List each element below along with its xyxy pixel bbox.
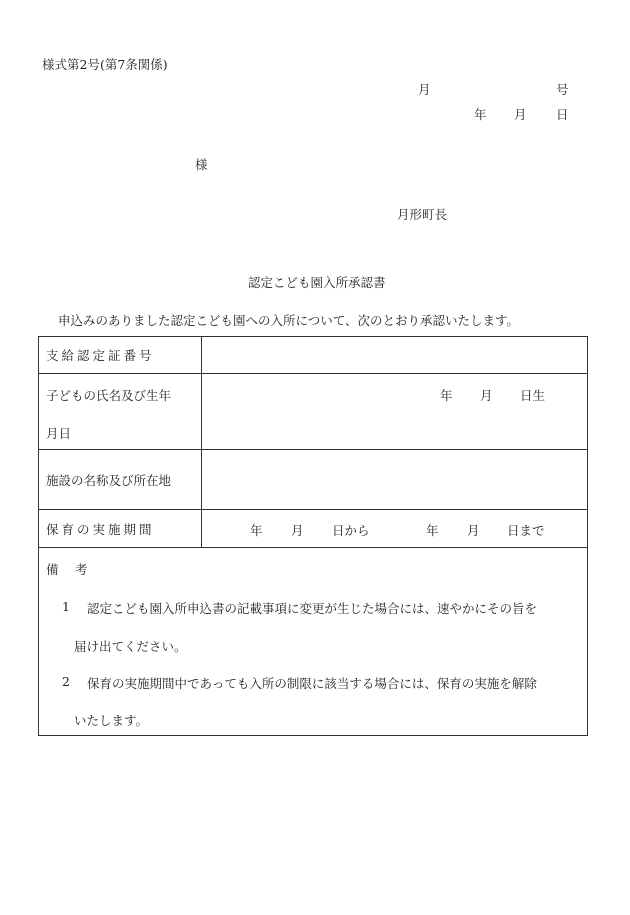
number-label: 号 <box>556 82 569 97</box>
birth-year-label: 年 <box>440 388 453 403</box>
care-period-label: 保育の実施期間 <box>39 510 202 548</box>
period-from-year: 年 <box>250 523 263 538</box>
period-to-month: 月 <box>467 523 480 538</box>
table-row <box>39 337 588 374</box>
period-from-month: 月 <box>291 523 304 538</box>
date-year-label: 年 <box>474 107 487 122</box>
child-name-label-line1: 子どもの氏名及び生年 <box>46 388 172 403</box>
note1-line2: 届け出てください。 <box>74 639 187 654</box>
remarks-cell <box>39 548 588 736</box>
table-row <box>39 374 588 450</box>
child-name-label-line2: 月日 <box>46 426 72 441</box>
note2-line2: いたします。 <box>74 713 149 728</box>
note2-line1: 保育の実施期間中であっても入所の制限に該当する場合には、保育の実施を解除 <box>87 676 537 691</box>
remarks-label: 備 考 <box>46 562 90 577</box>
intro-text: 申込みのありました認定こども園への入所について、次のとおり承認いたします。 <box>58 313 520 328</box>
date-month-label: 月 <box>514 107 527 122</box>
facility-label: 施設の名称及び所在地 <box>39 450 202 510</box>
child-name-birthdate-cell <box>202 374 588 450</box>
facility-cell <box>202 450 588 510</box>
issuer-name: 月形町長 <box>397 207 448 222</box>
table-row <box>39 548 588 736</box>
period-to-day: 日まで <box>507 523 545 538</box>
care-period-cell <box>202 510 588 548</box>
note2-number: 2 <box>62 674 70 689</box>
date-day-label: 日 <box>556 107 569 122</box>
birth-month-label: 月 <box>480 388 493 403</box>
note1-line1: 認定こども園入所申込書の記載事項に変更が生じた場合には、速やかにその旨を <box>87 601 538 616</box>
table-row <box>39 510 588 548</box>
form-number: 様式第2号(第7条関係) <box>42 57 168 72</box>
approval-form-table <box>38 336 588 736</box>
period-to-year: 年 <box>426 523 439 538</box>
table-row <box>39 450 588 510</box>
certificate-number-label: 支給認定証番号 <box>39 337 202 374</box>
document-title: 認定こども園入所承認書 <box>248 275 386 290</box>
period-from-day: 日から <box>332 523 370 538</box>
note1-number: 1 <box>62 599 70 614</box>
certificate-number-cell <box>202 337 588 374</box>
birth-day-label: 日生 <box>520 388 546 403</box>
month-label: 月 <box>418 82 431 97</box>
addressee-honorific: 様 <box>195 157 208 172</box>
child-name-birthdate-label <box>39 374 202 450</box>
